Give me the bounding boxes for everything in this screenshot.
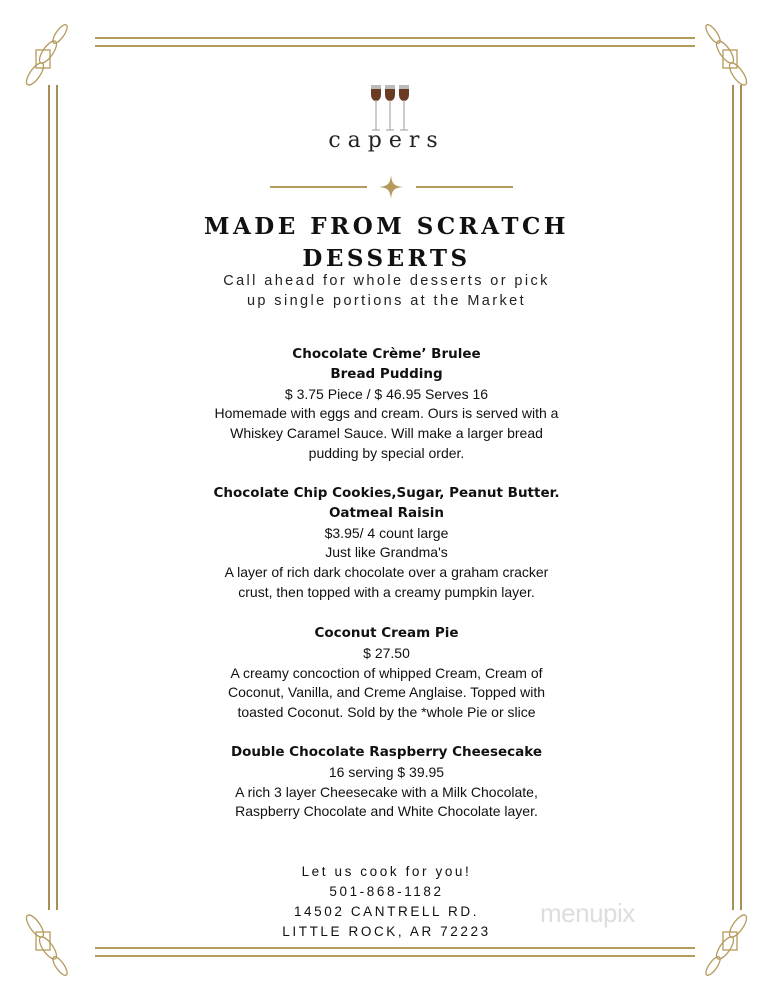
wine-glasses-icon	[368, 83, 414, 133]
item-description: Raspberry Chocolate and White Chocolate layer.	[235, 803, 538, 820]
item-price: $ 3.75 Piece / $ 46.95 Serves 16	[284, 385, 489, 402]
frame-line-top-outer	[95, 37, 695, 39]
subtitle-line: Call ahead for whole desserts or pick	[223, 273, 550, 289]
divider-line-left	[270, 186, 367, 188]
contact-footer	[0, 862, 773, 942]
item-price: $ 27.50	[363, 644, 410, 661]
divider-line-right	[416, 186, 513, 188]
address-line: 14502 CANTRELL RD.	[293, 904, 480, 919]
frame-line-bottom-outer	[95, 955, 695, 957]
title-line: MADE FROM SCRATCH	[203, 213, 569, 240]
sparkle-icon	[379, 175, 403, 199]
item-description: toasted Coconut. Sold by the *whole Pie or slice	[237, 704, 536, 721]
item-price: $3.95/ 4 count large	[324, 524, 449, 541]
item-description: Homemade with eggs and cream. Ours is served with a	[214, 405, 559, 422]
brand-name: capers	[328, 128, 445, 153]
item-price: 16 serving $ 39.95	[328, 763, 445, 780]
frame-line-top-inner	[95, 45, 695, 47]
title-line: DESSERTS	[302, 245, 471, 272]
item-name: Bread Pudding	[330, 365, 443, 382]
item-description: Coconut, Vanilla, and Creme Anglaise. Topped with	[227, 684, 545, 701]
corner-ornament-icon	[20, 22, 80, 92]
item-description: pudding by special order.	[308, 444, 465, 461]
item-description: Just like Grandma's	[325, 544, 448, 561]
item-name: Double Chocolate Raspberry Cheesecake	[230, 744, 543, 760]
menu-item	[0, 743, 773, 822]
footer-tagline: Let us cook for you!	[301, 864, 472, 879]
menu-item	[0, 624, 773, 723]
menu-item	[0, 345, 773, 464]
item-description: crust, then topped with a creamy pumpkin layer.	[238, 583, 535, 600]
corner-ornament-icon	[693, 22, 753, 92]
item-description: A creamy concoction of whipped Cream, Cream of	[230, 664, 543, 681]
item-name: Oatmeal Raisin	[328, 504, 445, 521]
item-description: A rich 3 layer Cheesecake with a Milk Chocolate,	[235, 783, 538, 800]
watermark: menupix	[540, 898, 635, 928]
item-name: Coconut Cream Pie	[314, 625, 459, 641]
subtitle	[0, 271, 773, 311]
item-description: Whiskey Caramel Sauce. Will make a larger bread	[230, 425, 543, 442]
item-name: Chocolate Crème’ Brulee	[292, 346, 481, 362]
item-description: A layer of rich dark chocolate over a graham cracker	[224, 564, 549, 581]
frame-line-bottom-inner	[95, 947, 695, 949]
item-name: Chocolate Chip Cookies,Sugar, Peanut Butter.	[213, 485, 560, 501]
address-line: LITTLE ROCK, AR 72223	[282, 924, 491, 939]
phone-number: 501-868-1182	[329, 884, 444, 899]
menu-item	[0, 484, 773, 603]
page-title	[0, 211, 773, 275]
subtitle-line: up single portions at the Market	[246, 293, 527, 309]
